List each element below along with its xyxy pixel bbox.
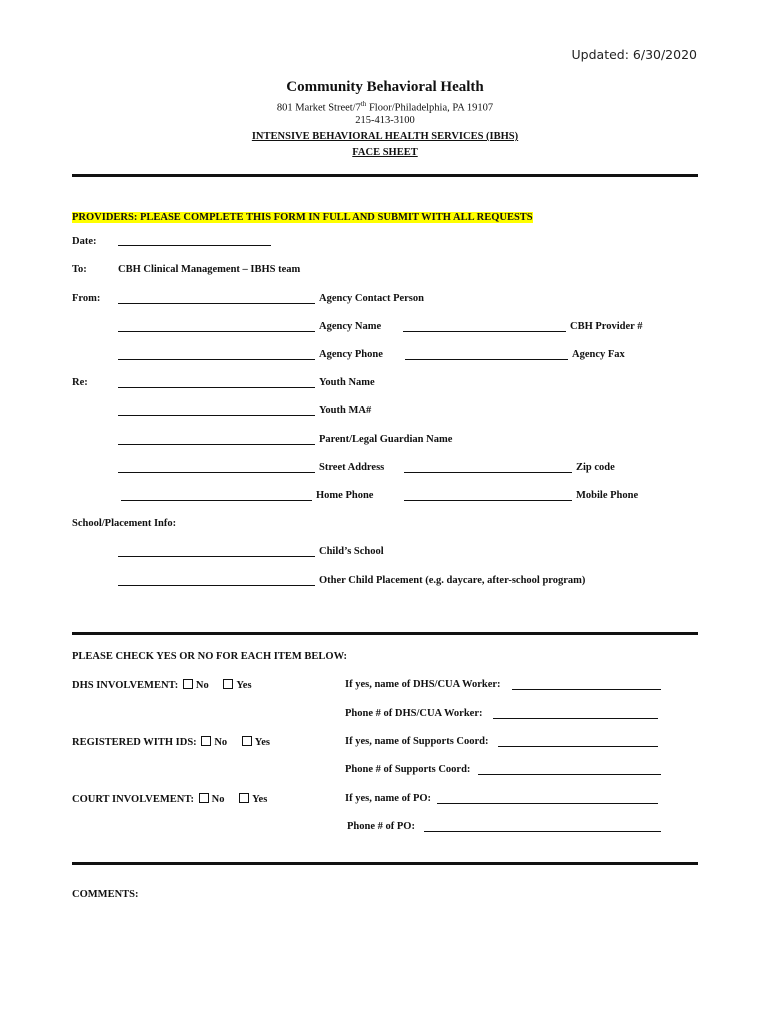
youth-ma-label: Youth MA# — [319, 405, 372, 416]
check-instruction: PLEASE CHECK YES OR NO FOR EACH ITEM BELOW: — [72, 651, 347, 662]
street-address-field[interactable] — [118, 472, 315, 473]
dhs-involvement-row — [72, 679, 252, 691]
ids-label: REGISTERED WITH IDS: — [72, 737, 197, 748]
yes-label: Yes — [236, 680, 252, 691]
court-yes-checkbox[interactable] — [239, 793, 249, 803]
divider — [72, 632, 698, 635]
agency-name-field[interactable] — [118, 331, 315, 332]
agency-contact-field[interactable] — [118, 303, 315, 304]
no-label: No — [195, 680, 209, 691]
to-value: CBH Clinical Management – IBHS team — [118, 264, 301, 275]
mobile-phone-field[interactable] — [404, 500, 572, 501]
supports-coord-name-field[interactable] — [498, 746, 658, 747]
address-part: 801 Market Street/7 — [276, 102, 361, 114]
to-label: To: — [72, 264, 87, 275]
sheet-title: FACE SHEET — [352, 147, 418, 158]
organization-name: Community Behavioral Health — [286, 79, 484, 95]
agency-phone-label: Agency Phone — [319, 349, 383, 360]
dhs-involvement-label: DHS INVOLVEMENT: — [72, 680, 179, 691]
dhs-worker-phone-field[interactable] — [493, 718, 658, 719]
zip-code-label: Zip code — [576, 462, 615, 473]
agency-phone-field[interactable] — [118, 359, 315, 360]
supports-coord-name-label: If yes, name of Supports Coord: — [345, 736, 489, 747]
agency-name-label: Agency Name — [319, 321, 382, 332]
home-phone-label: Home Phone — [316, 490, 374, 501]
po-phone-field[interactable] — [424, 831, 661, 832]
cbh-provider-field[interactable] — [403, 331, 566, 332]
po-name-label: If yes, name of PO: — [345, 793, 432, 804]
divider — [72, 862, 698, 865]
court-row — [72, 793, 267, 805]
date-field[interactable] — [118, 245, 271, 246]
ids-row — [72, 736, 270, 748]
ids-no-checkbox[interactable] — [201, 736, 211, 746]
from-label: From: — [72, 293, 101, 304]
court-no-checkbox[interactable] — [199, 793, 209, 803]
dhs-worker-phone-label: Phone # of DHS/CUA Worker: — [345, 708, 483, 719]
youth-ma-field[interactable] — [118, 415, 315, 416]
agency-fax-field[interactable] — [405, 359, 568, 360]
comments-label: COMMENTS: — [72, 889, 139, 900]
address-part: Floor/Philadelphia, PA 19107 — [366, 102, 494, 114]
school-placement-label: School/Placement Info: — [72, 518, 177, 529]
dhs-worker-name-field[interactable] — [512, 689, 661, 690]
po-phone-label: Phone # of PO: — [347, 821, 415, 832]
ids-yes-checkbox[interactable] — [242, 736, 252, 746]
childs-school-label: Child’s School — [319, 546, 384, 557]
yes-label: Yes — [254, 737, 270, 748]
youth-name-label: Youth Name — [319, 377, 375, 388]
dhs-yes-checkbox[interactable] — [223, 679, 233, 689]
supports-coord-phone-label: Phone # of Supports Coord: — [345, 764, 471, 775]
notice-text: PROVIDERS: PLEASE COMPLETE THIS FORM IN FULL AND SUBMIT WITH ALL REQUESTS — [72, 212, 533, 223]
court-label: COURT INVOLVEMENT: — [72, 794, 195, 805]
organization-phone: 215-413-3100 — [355, 115, 415, 126]
agency-fax-label: Agency Fax — [572, 349, 625, 360]
home-phone-field[interactable] — [121, 500, 312, 501]
program-title: INTENSIVE BEHAVIORAL HEALTH SERVICES (IBHS) — [251, 131, 519, 142]
re-label: Re: — [72, 377, 88, 388]
dhs-worker-name-label: If yes, name of DHS/CUA Worker: — [345, 679, 501, 690]
date-label: Date: — [72, 236, 97, 247]
po-name-field[interactable] — [437, 803, 658, 804]
zip-code-field[interactable] — [404, 472, 572, 473]
guardian-name-field[interactable] — [118, 444, 315, 445]
guardian-name-label: Parent/Legal Guardian Name — [319, 434, 453, 445]
no-label: No — [211, 794, 225, 805]
other-placement-field[interactable] — [118, 585, 315, 586]
street-address-label: Street Address — [319, 462, 385, 473]
notice-banner — [72, 207, 533, 225]
yes-label: Yes — [252, 794, 268, 805]
updated-date: Updated: 6/30/2020 — [571, 47, 697, 62]
divider — [72, 174, 698, 177]
youth-name-field[interactable] — [118, 387, 315, 388]
supports-coord-phone-field[interactable] — [478, 774, 661, 775]
dhs-no-checkbox[interactable] — [183, 679, 193, 689]
cbh-provider-label: CBH Provider # — [570, 321, 643, 332]
no-label: No — [214, 737, 228, 748]
childs-school-field[interactable] — [118, 556, 315, 557]
organization-address — [0, 100, 770, 114]
address-superscript: th — [360, 100, 367, 108]
mobile-phone-label: Mobile Phone — [576, 490, 639, 501]
agency-contact-label: Agency Contact Person — [319, 293, 424, 304]
other-placement-label: Other Child Placement (e.g. daycare, after-school program) — [319, 575, 586, 586]
